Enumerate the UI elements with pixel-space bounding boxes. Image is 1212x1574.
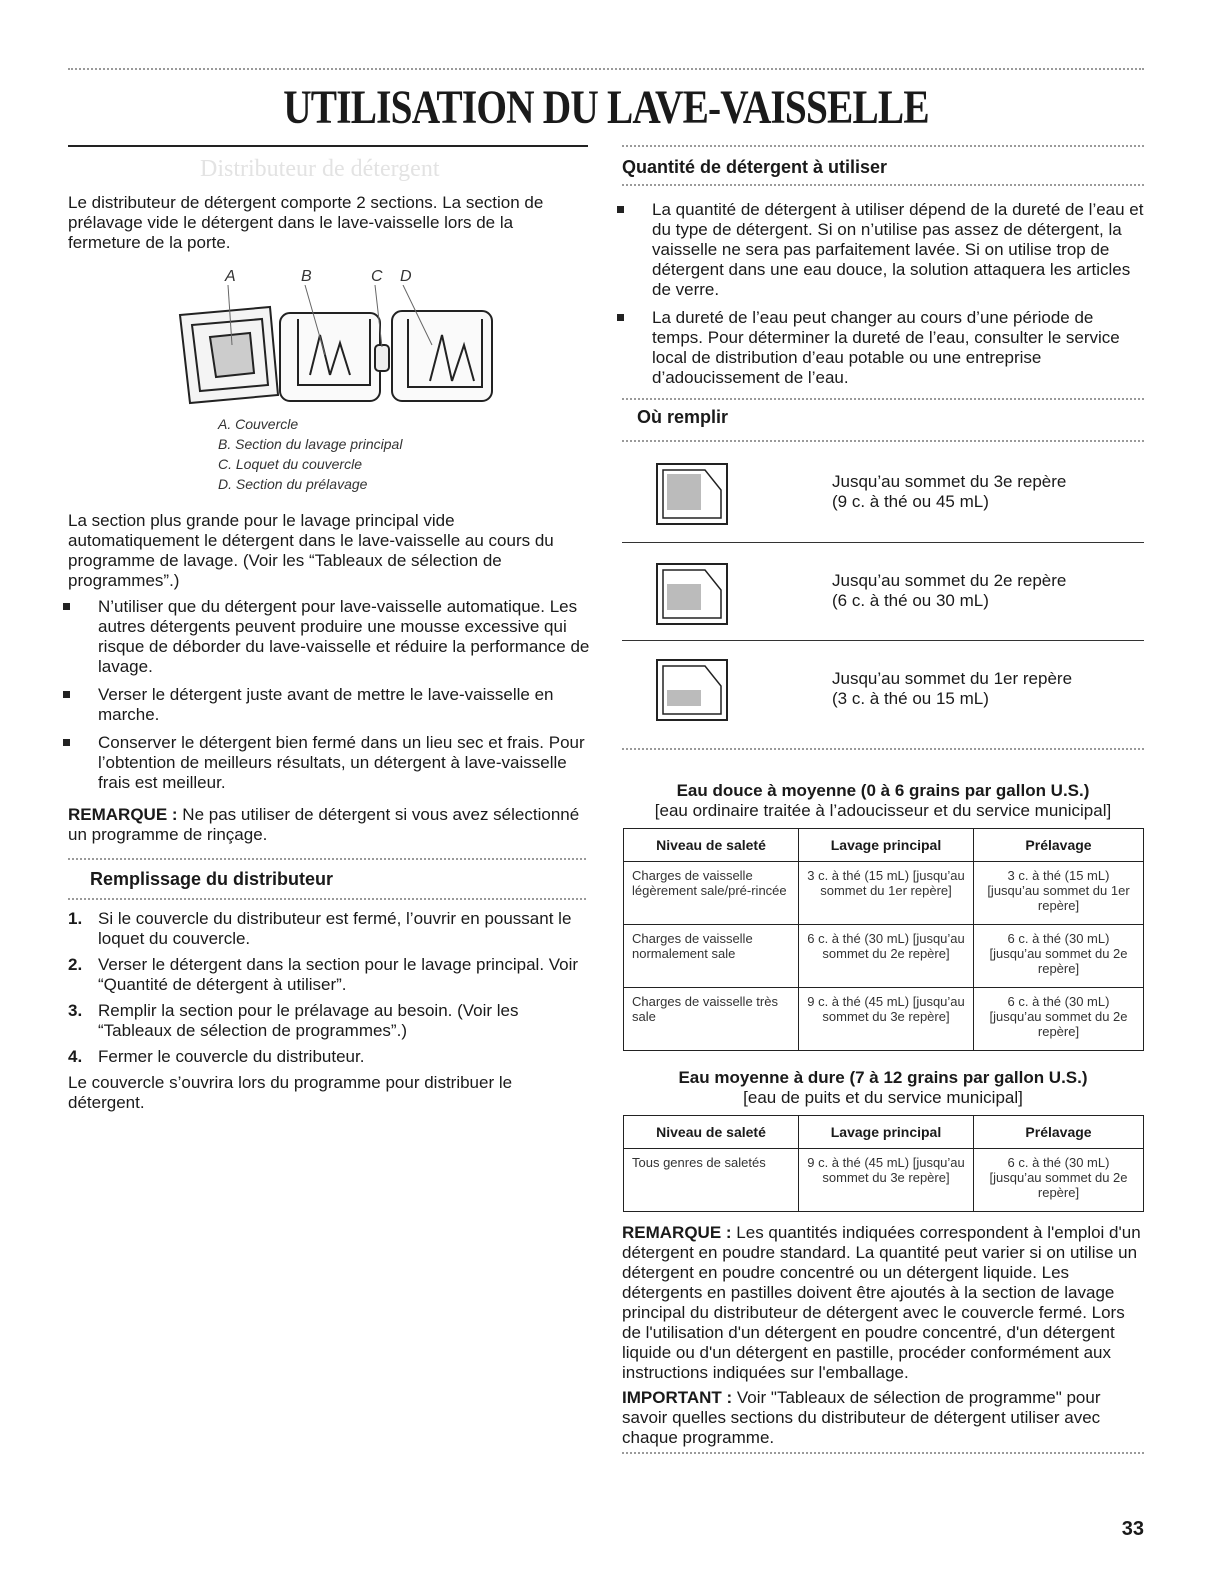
caption-c: C. Loquet du couvercle [218,456,362,472]
fill-divider [622,640,1144,641]
table-soft-water [623,828,1144,1051]
fill-level-2-line1: Jusqu’au sommet du 2e repère [832,571,1067,590]
fill-divider [622,542,1144,543]
dispenser-fill-icon [655,656,730,724]
table-header: Lavage principal [799,1116,974,1149]
table-header: Lavage principal [799,829,974,862]
table-hard-water [623,1115,1144,1212]
step-number: 3. [68,1001,83,1020]
table-cell: 3 c. à thé (15 mL) [jusqu’au sommet du 1er repère] [799,862,974,925]
table-row [624,1149,1144,1212]
table1-subtitle: [eau ordinaire traitée à l’adoucisseur et du service municipal] [654,801,1112,820]
important-text: Voir "Tableaux de sélection de programme" pour savoir quelles sections du distributeur de détergent utiliser avec chaque programme. [622,1388,1101,1447]
section-heading-dispenser: Distributeur de détergent [200,156,440,182]
figure-letter-a: A [225,268,236,285]
remark-label: REMARQUE : [622,1223,732,1242]
remark-label: REMARQUE : [68,805,178,824]
table-header: Niveau de saleté [624,1116,799,1149]
step-number: 1. [68,909,83,928]
page-title: UTILISATION DU LAVE-VAISSELLE [283,81,929,134]
top-dotted-rule [68,68,1144,70]
dotted-rule [68,898,586,900]
bullet-item: Conserver le détergent bien fermé dans un lieu sec et frais. Pour l’obtention de meilleurs résultats, un détergent à lave-vaisselle frais est meilleur. [60,733,590,793]
important-note [622,1388,1144,1448]
dotted-rule [622,440,1144,442]
caption-d: D. Section du prélavage [218,476,368,492]
table-row [624,862,1144,925]
table-row [624,988,1144,1051]
step-item [68,955,588,995]
table-row [624,925,1144,988]
step-text: Si le couvercle du distributeur est fermé, l’ouvrir en poussant le loquet du couvercle. [98,909,572,948]
table-cell: 9 c. à thé (45 mL) [jusqu’au sommet du 3e repère] [799,988,974,1051]
fill-level-3-line1: Jusqu’au sommet du 3e repère [832,472,1067,491]
table-cell: Charges de vaisselle normalement sale [624,925,799,988]
dotted-rule [622,1452,1144,1454]
step-item [68,1001,588,1041]
figure-letter-b: B [301,268,312,285]
remark-text: Ne pas utiliser de détergent si vous avez sélectionné un programme de rinçage. [68,805,580,844]
main-section-paragraph: La section plus grande pour le lavage principal vide automatiquement le détergent dans le lave-vaisselle au cours du programme de lavage. (Voir les “Tableaux de sélection de programmes”.) [68,511,554,590]
bullet-item: N’utiliser que du détergent pour lave-vaisselle automatique. Les autres détergents peuvent produire une mousse excessive qui risque de déborder du lave-vaisselle et réduire la performance de lavage. [60,597,590,677]
remark-text: Les quantités indiquées correspondent à l'emploi d'un détergent en poudre standard. La quantité peut varier si on utilise un détergent en poudre concentré ou un détergent liquide. Les détergents en pastilles doivent être ajoutés à la section de lavage principal du distributeur de détergent avec le couvercle fermé. Lors de l'utilisation d'un détergent en poudre concentré, d'un détergent liquide ou d'un détergent en pastille, procéder conformément aux instructions indiquées sur l'emballage. [622,1223,1141,1382]
dotted-rule [68,858,586,860]
dotted-rule [622,184,1144,186]
figure-letter-d: D [400,268,412,285]
step-number: 2. [68,955,83,974]
quantity-bullets [614,200,1144,396]
bullet-item: Verser le détergent juste avant de mettre le lave-vaisselle en marche. [60,685,590,725]
intro-paragraph: Le distributeur de détergent comporte 2 sections. La section de prélavage vide le détergent dans le lave-vaisselle lors de la fermeture de la porte. [68,193,544,252]
dispenser-fill-icon [655,560,730,628]
fill-level-1-line2: (3 c. à thé ou 15 mL) [832,689,989,708]
table-cell: Charges de vaisselle légèrement sale/pré-rincée [624,862,799,925]
dispenser-fill-icon [655,460,730,528]
figure-letter-c: C [371,268,383,285]
closing-paragraph: Le couvercle s’ouvrira lors du programme pour distribuer le détergent. [68,1073,513,1112]
right-remark [622,1223,1144,1383]
detergent-bullets [60,597,590,801]
table-cell: 3 c. à thé (15 mL) [jusqu’au sommet du 1er repère] [974,862,1144,925]
page-number: 33 [1121,1518,1144,1540]
step-text: Verser le détergent dans la section pour le lavage principal. Voir “Quantité de détergent à utiliser”. [98,955,579,994]
bullet-item: La dureté de l’eau peut changer au cours d’une période de temps. Pour déterminer la dureté de l’eau, consulter le service local de distribution d’eau potable ou une entreprise d’adoucissement de l’eau. [614,308,1144,388]
fill-heading: Remplissage du distributeur [90,869,334,889]
fill-steps [68,909,588,1073]
fill-level-2-line2: (6 c. à thé ou 30 mL) [832,591,989,610]
table-cell: 9 c. à thé (45 mL) [jusqu’au sommet du 3e repère] [799,1149,974,1212]
caption-a: A. Couvercle [218,416,299,432]
table-header: Prélavage [974,829,1144,862]
fill-level-1-line1: Jusqu’au sommet du 1er repère [832,669,1073,688]
important-label: IMPORTANT : [622,1388,733,1407]
table-header: Niveau de saleté [624,829,799,862]
left-heading-rule [68,145,588,147]
step-item [68,1047,588,1067]
dotted-rule [622,398,1144,400]
dotted-rule [622,145,1144,147]
where-heading: Où remplir [637,407,729,427]
step-number: 4. [68,1047,83,1066]
table-cell: Tous genres de saletés [624,1149,799,1212]
table-cell: 6 c. à thé (30 mL) [jusqu’au sommet du 2e repère] [974,1149,1144,1212]
table-cell: 6 c. à thé (30 mL) [jusqu’au sommet du 2e repère] [974,988,1144,1051]
caption-b: B. Section du lavage principal [218,436,403,452]
quantity-heading: Quantité de détergent à utiliser [622,157,888,177]
table-cell: 6 c. à thé (30 mL) [jusqu’au sommet du 2e repère] [974,925,1144,988]
fill-level-3-line2: (9 c. à thé ou 45 mL) [832,492,989,511]
table-cell: 6 c. à thé (30 mL) [jusqu’au sommet du 2e repère] [799,925,974,988]
table-header: Prélavage [974,1116,1144,1149]
dotted-rule [622,748,1144,750]
bullet-item: La quantité de détergent à utiliser dépend de la dureté de l’eau et du type de détergent. Si on n’utilise pas assez de détergent, la vaisselle ne sera pas parfaitement lavée. Si on utilise trop de détergent dans une eau douce, la solution attaquera les articles de verre. [614,200,1144,300]
left-remark [68,805,583,845]
table2-subtitle: [eau de puits et du service municipal] [743,1088,1023,1107]
table-cell: Charges de vaisselle très sale [624,988,799,1051]
table1-title: Eau douce à moyenne (0 à 6 grains par gallon U.S.) [676,781,1090,800]
step-text: Fermer le couvercle du distributeur. [98,1047,365,1066]
table2-title: Eau moyenne à dure (7 à 12 grains par gallon U.S.) [678,1068,1088,1087]
step-item [68,909,588,949]
step-text: Remplir la section pour le prélavage au besoin. (Voir les “Tableaux de sélection de programmes”.) [98,1001,519,1040]
detergent-dispenser-illustration [170,285,520,410]
